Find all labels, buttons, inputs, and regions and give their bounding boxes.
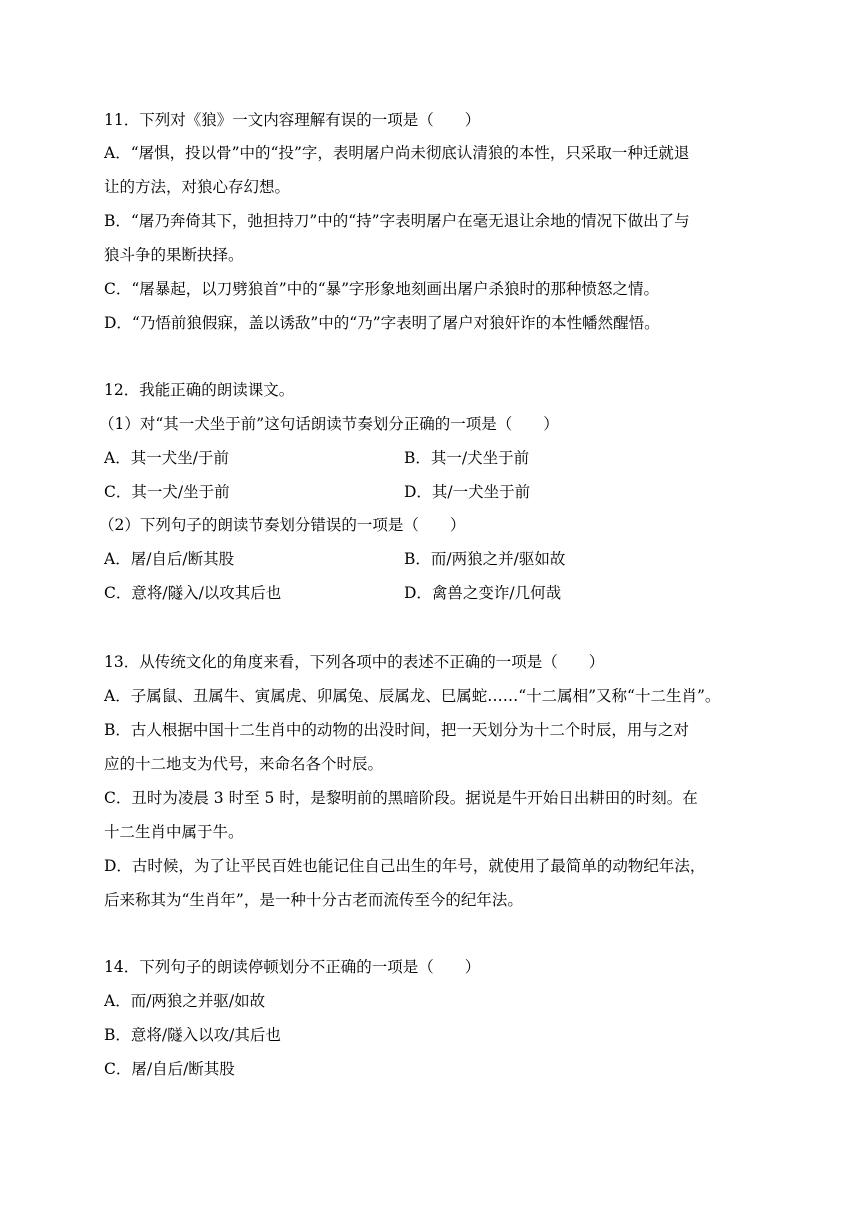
q11-option-a-line2: 让的方法，对狼心存幻想。: [104, 178, 291, 196]
q11-option-a-line1: A．“屠惧，投以骨”中的“投”字，表明屠户尚未彻底认清狼的本性，只采取一种迁就退: [104, 144, 690, 162]
q11-option-b-line2: 狼斗争的果断抉择。: [104, 246, 244, 264]
q13-option-b-line1: B．古人根据中国十二生肖中的动物的出没时间，把一天划分为十二个时辰，用与之对: [104, 721, 689, 739]
q14-option-a: A．而/两狼之并驱/如故: [104, 992, 266, 1010]
q12-stem: 12．我能正确的朗读课文。: [104, 381, 295, 399]
q13-stem: 13．从传统文化的角度来看，下列各项中的表述不正确的一项是（ ）: [104, 653, 605, 671]
q12-sub2-option-a: A．屠/自后/断其股: [104, 550, 235, 568]
q14-stem: 14．下列句子的朗读停顿划分不正确的一项是（ ）: [104, 958, 481, 976]
q13-option-c-line2: 十二生肖中属于牛。: [104, 823, 244, 841]
q14-option-c: C．屠/自后/断其股: [104, 1060, 235, 1078]
q13-option-b-line2: 应的十二地支为代号，来命名各个时辰。: [104, 755, 384, 773]
q13-option-d-line1: D．古时候，为了让平民百姓也能记住自己出生的年号，就使用了最简单的动物纪年法，: [104, 857, 706, 875]
q11-stem: 11．下列对《狼》一文内容理解有误的一项是（ ）: [104, 111, 481, 129]
q14-option-b: B．意将/隧入以攻/其后也: [104, 1026, 281, 1044]
q13-option-d-line2: 后来称其为“生肖年”，是一种十分古老而流传至今的纪年法。: [104, 891, 523, 909]
q12-sub2-option-c: C．意将/隧入/以攻其后也: [104, 584, 282, 602]
q12-sub1-stem: （1）对“其一犬坐于前”这句话朗读节奏划分正确的一项是（ ）: [99, 415, 559, 433]
q12-sub2-option-d: D．禽兽之变诈/几何哉: [404, 584, 562, 602]
q12-sub1-option-c: C．其一犬/坐于前: [104, 483, 230, 501]
q11-option-d: D．“乃悟前狼假寐，盖以诱敌”中的“乃”字表明了屠户对狼奸诈的本性幡然醒悟。: [104, 314, 660, 332]
q11-option-c: C．“屠暴起，以刀劈狼首”中的“暴”字形象地刻画出屠户杀狼时的那种愤怒之情。: [104, 280, 660, 298]
q13-option-a: A．子属鼠、丑属牛、寅属虎、卯属兔、辰属龙、巳属蛇……“十二属相”又称“十二生肖”。: [104, 687, 721, 705]
q12-sub2-stem: （2）下列句子的朗读节奏划分错误的一项是（ ）: [99, 516, 466, 534]
q13-option-c-line1: C．丑时为凌晨 3 时至 5 时，是黎明前的黑暗阶段。据说是牛开始日出耕田的时刻。在: [104, 789, 698, 807]
q11-option-b-line1: B．“屠乃奔倚其下，弛担持刀”中的“持”字表明屠户在毫无退让余地的情况下做出了与: [104, 212, 690, 230]
q12-sub1-option-b: B．其一/犬坐于前: [404, 449, 530, 467]
q12-sub2-option-b: B．而/两狼之并/驱如故: [404, 550, 566, 568]
q12-sub1-option-d: D．其/一犬坐于前: [404, 483, 531, 501]
q12-sub1-option-a: A．其一犬坐/于前: [104, 449, 229, 467]
